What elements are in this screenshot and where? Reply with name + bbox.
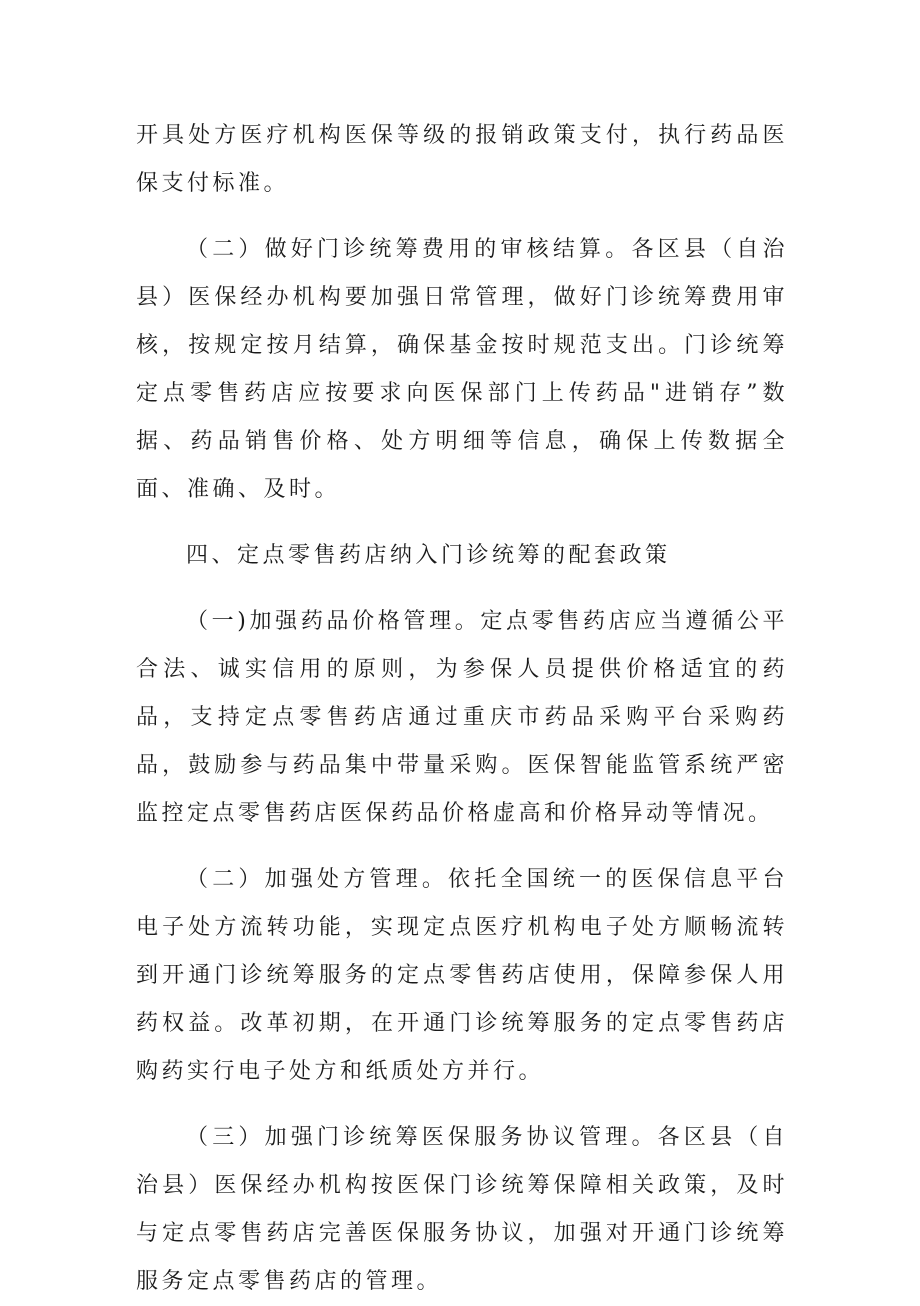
- text-line: 月结算，确保基金按时规范支出。门诊统筹定点零售药店应按要: [136, 333, 788, 406]
- section-heading-supporting-policies: [136, 532, 788, 580]
- text-line: 保经办机构要加强日常管理，做好门诊统筹费用审核，按规定按: [136, 285, 788, 358]
- text-line: 求向医保部门上传药品"进销存”数据、药品销售价格、处方明细: [136, 381, 788, 454]
- document-body: [136, 112, 788, 1306]
- text-line: 虚高和价格异动等情况。: [493, 801, 774, 826]
- text-line: 开具处方医疗机构医保等级的报销政策支付，执行药品医保支付: [136, 123, 788, 196]
- text-line: 筹服务的定点零售药店使用，保障参保人用药权益。改革初期，: [136, 963, 788, 1036]
- text-line: 标准。: [212, 171, 290, 196]
- paragraph-audit-settlement: [136, 226, 788, 514]
- text-line: 医保经办机构按医保门诊统筹保障相关政策，及时与定点零售药: [136, 1173, 788, 1246]
- text-line: （一)加强药品价格管理。定点零售药店应当遵循公平合法、: [136, 609, 788, 682]
- text-line: 售药店通过重庆市药品采购平台采购药品，鼓励参与药品集中带: [136, 705, 788, 778]
- paragraph-service-agreement-management: [136, 1114, 788, 1306]
- text-line: 等信息，确保上传数据全面、准确、及时。: [136, 429, 788, 502]
- text-line: 诚实信用的原则，为参保人员提供价格适宜的药品，支持定点零: [136, 657, 788, 730]
- text-line: （三）加强门诊统筹医保服务协议管理。各区县（自治县）: [136, 1125, 788, 1198]
- paragraph-drug-price-management: [136, 598, 788, 838]
- text-line: 店完善医保服务协议，加强对开通门诊统筹服务定点零售药店的: [136, 1221, 788, 1294]
- text-line: 量采购。医保智能监管系统严密监控定点零售药店医保药品价格: [136, 753, 788, 826]
- text-line: 在开通门诊统筹服务的定点零售药店购药实行电子处方和纸质处: [136, 1011, 788, 1084]
- text-line: （二）做好门诊统筹费用的审核结算。各区县（自治县）医: [136, 237, 788, 310]
- text-line: 管理。: [365, 1269, 443, 1294]
- paragraph-prescription-management: [136, 856, 788, 1096]
- text-line: 方流转功能，实现定点医疗机构电子处方顺畅流转到开通门诊统: [136, 915, 788, 988]
- text-line: （二）加强处方管理。依托全国统一的医保信息平台电子处: [136, 867, 788, 940]
- text-line: 四、定点零售药店纳入门诊统筹的配套政策: [186, 543, 671, 568]
- text-line: 方并行。: [442, 1059, 545, 1084]
- paragraph-reimbursement-standard: [136, 112, 788, 208]
